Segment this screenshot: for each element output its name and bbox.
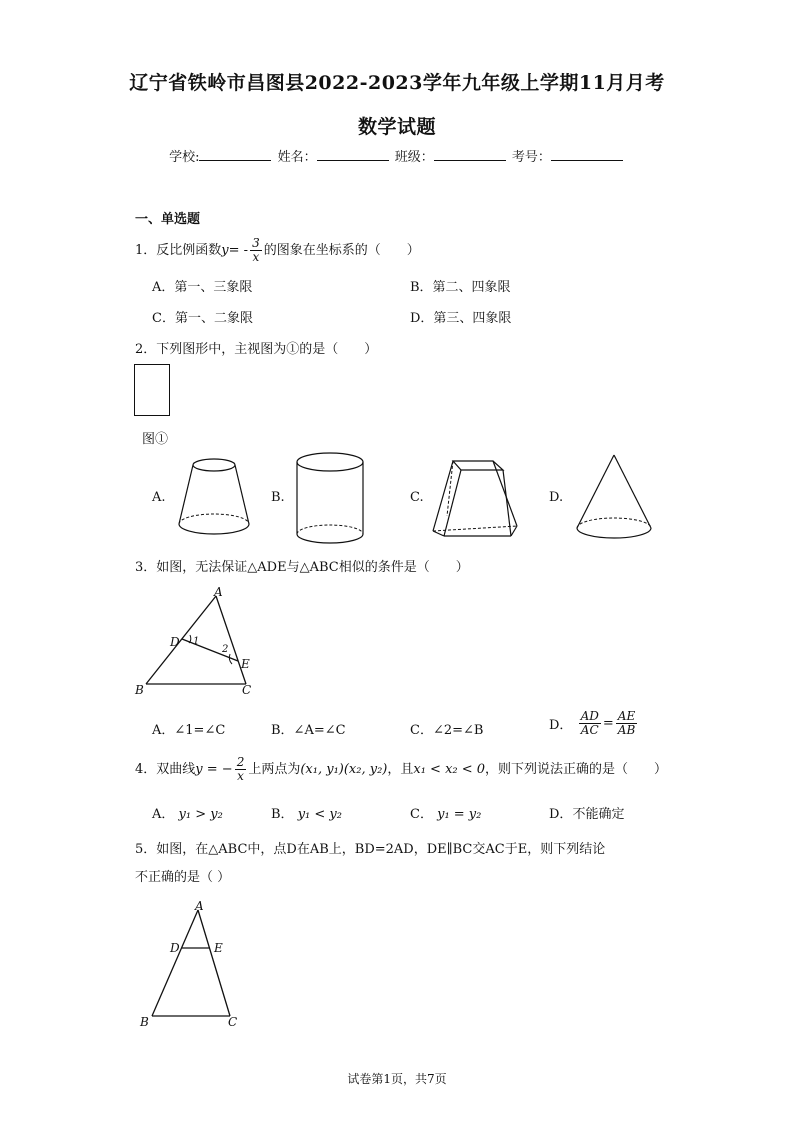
exam-number-blank[interactable] (551, 148, 623, 161)
q3-option-b[interactable]: B．∠A=∠C (271, 723, 346, 738)
q3-d-den1: AC (580, 723, 599, 737)
q5-label-a: A (195, 899, 204, 913)
q4-option-a-letter: A． (152, 807, 175, 822)
q2-option-d-letter[interactable]: D. (549, 490, 564, 505)
q4-fraction (235, 756, 247, 783)
q4-condition: x₁ < x₂ < 0 (413, 762, 486, 777)
q3-option-a[interactable]: A．∠1=∠C (152, 723, 226, 738)
cone-figure[interactable] (574, 452, 654, 542)
q4-points: (x₁, y₁)(x₂, y₂) (300, 762, 388, 777)
label-d: D (170, 635, 180, 649)
exam-title-line2: 数学试题 (357, 116, 436, 138)
q5-label-c: C (228, 1015, 238, 1029)
q3-option-d[interactable] (549, 710, 639, 737)
q3-d-frac-1 (579, 710, 601, 737)
q1-prefix: 1．反比例函数 (135, 243, 222, 258)
q3-d-eq: = (602, 716, 614, 731)
q1-option-d[interactable]: D．第三、四象限 (410, 311, 512, 326)
label-a: A (214, 585, 223, 599)
q1-eq: = - (228, 243, 249, 258)
question-5-stem-line1: 5．如图，在△ABC中，点D在AB上，BD=2AD，DE∥BC交AC于E，则下列结论 (135, 842, 606, 857)
page-footer: 试卷第1页，共7页 (347, 1072, 447, 1086)
frustum-pyramid-figure[interactable] (431, 456, 521, 540)
question-1-stem (135, 237, 420, 264)
q5-label-e: E (214, 941, 223, 955)
q1-suffix: 的图象在坐标系的（ ） (263, 243, 420, 258)
q3-d-den2: AB (617, 723, 636, 737)
class-label: 班级： (394, 150, 434, 165)
q2-option-a-letter[interactable]: A. (152, 490, 166, 505)
q4-option-c-letter: C． (410, 807, 433, 822)
q4-option-d[interactable] (549, 803, 624, 822)
q5-label-b: B (140, 1015, 149, 1029)
q2-option-c-letter[interactable]: C. (410, 490, 424, 505)
q3-d-frac-2 (616, 710, 637, 737)
q1-option-b[interactable]: B．第二、四象限 (410, 280, 511, 295)
student-info-row (0, 146, 794, 165)
q4-option-b-expr: y₁ < y₂ (297, 807, 342, 822)
q4-option-c-expr: y₁ = y₂ (437, 807, 482, 822)
q4-option-c[interactable] (410, 803, 481, 822)
q4-suffix: ，则下列说法正确的是（ ） (485, 762, 668, 777)
q1-y: y (221, 243, 229, 258)
q4-den: x (237, 769, 244, 783)
frustum-figure[interactable] (176, 456, 252, 540)
triangle-ade-abc-figure (134, 585, 264, 700)
q5-label-d: D (170, 941, 180, 955)
exam-title-line1: 辽宁省铁岭市昌图县2022-2023学年九年级上学期11月月考 (129, 72, 665, 94)
q4-option-a[interactable] (152, 803, 223, 822)
label-c: C (242, 683, 252, 697)
school-blank[interactable] (199, 148, 271, 161)
name-label: 姓名： (277, 150, 317, 165)
name-blank[interactable] (317, 148, 389, 161)
angle-2-label: 2 (222, 644, 229, 655)
angle-1-label: 1 (193, 636, 200, 647)
class-blank[interactable] (434, 148, 506, 161)
q3-d-num1: AD (580, 709, 599, 723)
label-e: E (241, 657, 250, 671)
figure-1-label: 图① (142, 432, 169, 447)
q3-option-c[interactable]: C．∠2=∠B (410, 723, 484, 738)
q4-option-a-expr: y₁ > y₂ (178, 807, 223, 822)
q4-num: 2 (236, 755, 245, 769)
q4-y-eq: y = − (195, 762, 233, 777)
q1-den: x (252, 250, 260, 264)
q3-option-d-letter: D． (549, 718, 573, 733)
question-2-stem: 2．下列图形中，主视图为①的是（ ） (135, 342, 378, 357)
question-5-stem-line2: 不正确的是（ ） (135, 870, 231, 885)
front-view-rectangle (134, 364, 170, 416)
q3-d-num2: AE (617, 709, 636, 723)
section-title: 一、单选题 (135, 212, 201, 227)
q1-num: 3 (252, 236, 260, 250)
q4-mid: 上两点为 (248, 762, 301, 777)
school-label: 学校: (169, 150, 200, 165)
q4-prefix: 4．双曲线 (135, 762, 196, 777)
question-3-stem: 3．如图，无法保证△ADE与△ABC相似的条件是（ ） (135, 560, 469, 575)
q1-option-c[interactable]: C．第一、二象限 (152, 311, 253, 326)
q1-option-a[interactable]: A．第一、三象限 (152, 280, 253, 295)
q2-option-b-letter[interactable]: B. (271, 490, 285, 505)
q4-option-b-letter: B． (271, 807, 294, 822)
question-4-stem (135, 756, 667, 783)
label-b: B (135, 683, 144, 697)
q4-option-b[interactable] (271, 803, 342, 822)
q1-fraction (250, 237, 262, 264)
exam-number-label: 考号： (511, 150, 551, 165)
q4-option-d-expr: 不能确定 (572, 807, 625, 822)
q4-option-d-letter: D． (549, 807, 573, 822)
q4-cond-prefix: ，且 (387, 762, 414, 777)
cylinder-figure[interactable] (296, 452, 366, 548)
triangle-de-parallel-bc-figure (138, 898, 250, 1032)
